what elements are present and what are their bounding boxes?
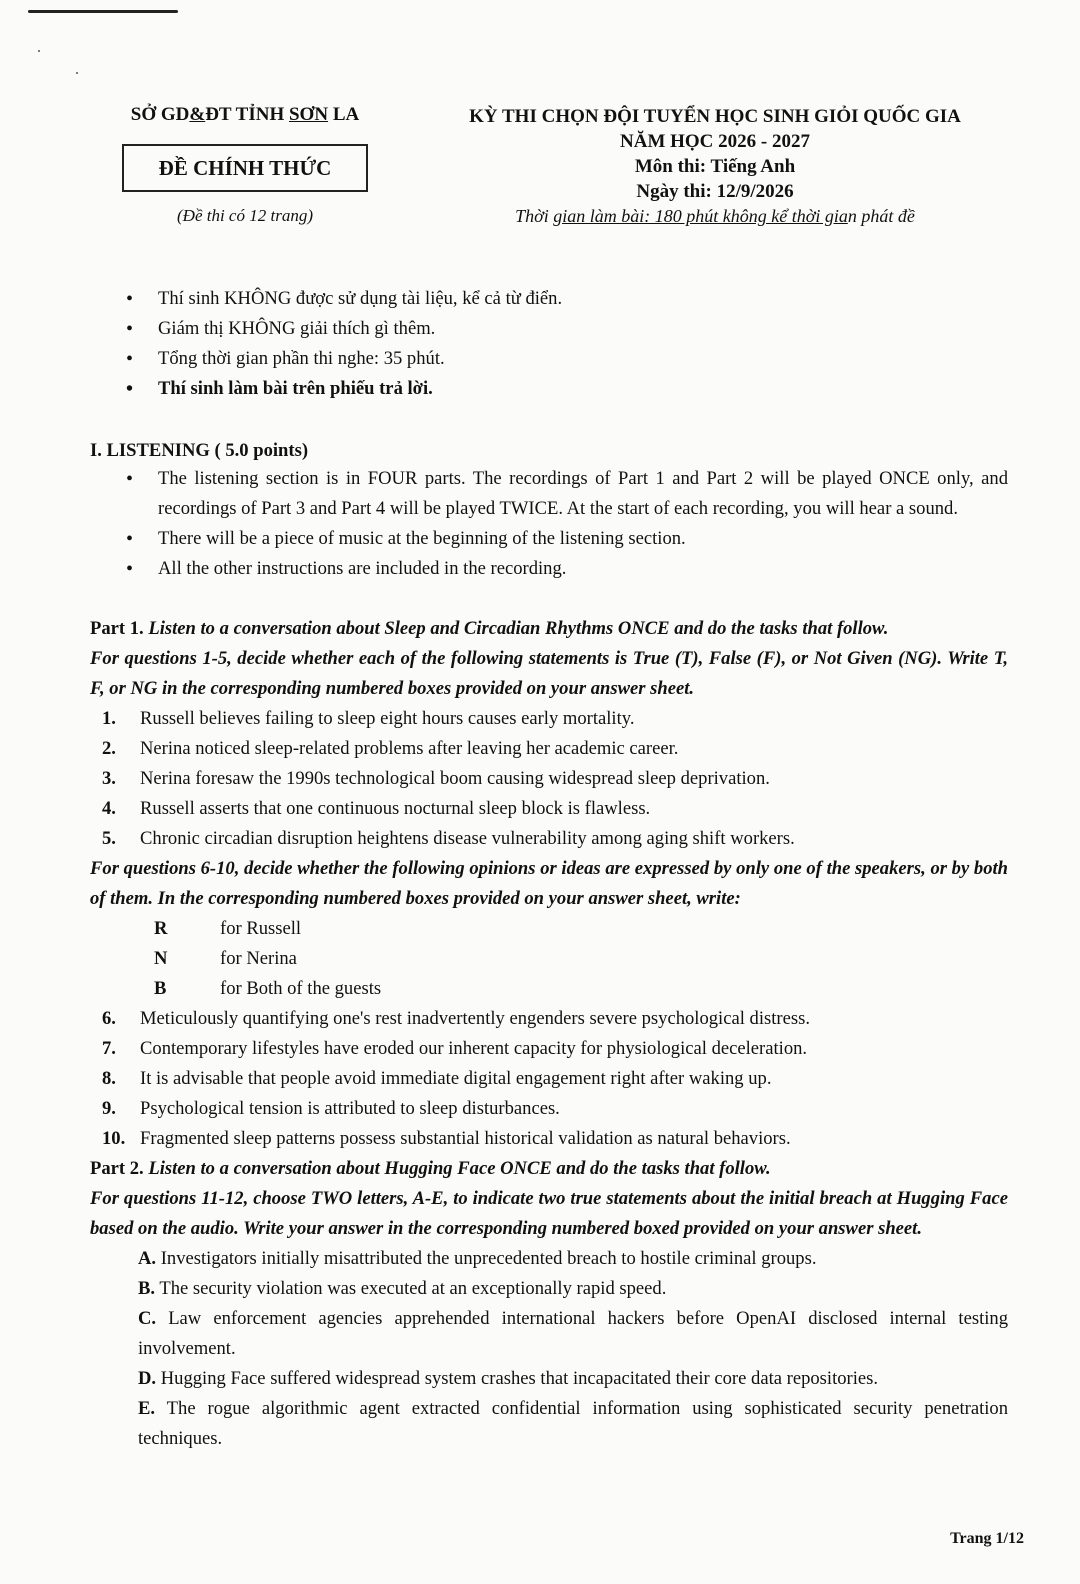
part1-questions-b — [90, 1004, 1008, 1154]
rule-item: • Thí sinh làm bài trên phiếu trả lời. — [126, 374, 986, 404]
question-item: 2. Nerina noticed sleep-related problems after leaving her academic career. — [102, 738, 679, 759]
question-item: 10. Fragmented sleep patterns possess substantial historical validation as natural behaviors. — [102, 1128, 791, 1149]
page-number: Trang 1/12 — [950, 1530, 1024, 1547]
exam-title: KỲ THI CHỌN ĐỘI TUYỂN HỌC SINH GIỎI QUỐC GIA — [469, 106, 961, 127]
speaker-key-row: N for Nerina — [154, 948, 297, 969]
header-right — [420, 104, 1010, 229]
question-item: 1. Russell believes failing to sleep eight hours causes early mortality. — [102, 708, 635, 729]
exam-date: Ngày thi: 12/9/2026 — [636, 181, 794, 202]
part1-questions-a — [90, 704, 1008, 854]
instruction-item: • All the other instructions are included in the recording. — [126, 554, 1008, 584]
department-name: SỞ GD&ĐT TỈNH SƠN LA — [130, 104, 360, 125]
answer-option: A. Investigators initially misattributed the unprecedented breach to hostile criminal groups. — [138, 1248, 817, 1269]
exam-duration: Thời gian làm bài: 180 phút không kể thời gian phát đề — [515, 206, 915, 226]
answer-option: B. The security violation was executed at an exceptionally rapid speed. — [138, 1278, 667, 1299]
scan-speck — [76, 72, 78, 74]
scan-speck — [38, 50, 40, 52]
answer-option: C. Law enforcement agencies apprehended international hackers before OpenAI disclosed internal testing involvement. — [138, 1308, 1008, 1359]
rule-item: • Thí sinh KHÔNG được sử dụng tài liệu, kể cả từ điển. — [126, 284, 986, 314]
question-item: 4. Russell asserts that one continuous nocturnal sleep block is flawless. — [102, 798, 651, 819]
speaker-key-row: B for Both of the guests — [154, 978, 382, 999]
pages-note: (Đề thi có 12 trang) — [177, 206, 313, 225]
section-heading-listening: I. LISTENING ( 5.0 points) — [90, 440, 309, 461]
rule-item: • Tổng thời gian phần thi nghe: 35 phút. — [126, 344, 986, 374]
question-item: 6. Meticulously quantifying one's rest inadvertently engenders severe psychological distress. — [102, 1008, 810, 1029]
question-item: 7. Contemporary lifestyles have eroded our inherent capacity for physiological deceleration. — [102, 1038, 808, 1059]
instruction-item: • There will be a piece of music at the beginning of the listening section. — [126, 524, 1008, 554]
part2-instruction: For questions 11-12, choose TWO letters, A-E, to indicate two true statements about the initial breach at Hugging Face based on the audio. Write your answer in the corresponding numbered boxed provided on your answer sheet. — [90, 1188, 1008, 1239]
exam-subject: Môn thi: Tiếng Anh — [634, 156, 796, 177]
rule-item: • Giám thị KHÔNG giải thích gì thêm. — [126, 314, 986, 344]
part1-block — [90, 614, 1008, 1454]
listening-instructions-list — [126, 464, 1008, 584]
exam-rules-list — [126, 284, 986, 404]
part2-options — [90, 1244, 1008, 1454]
official-exam-box: ĐỀ CHÍNH THỨC — [122, 144, 368, 192]
school-year: NĂM HỌC 2026 - 2027 — [620, 131, 810, 152]
answer-option: E. The rogue algorithmic agent extracted confidential information using sophisticated security penetration techniques. — [138, 1398, 1008, 1449]
part1-instruction-b: For questions 6-10, decide whether the following opinions or ideas are expressed by only one of the speakers, or by both of them. In the corresponding numbered boxes provided on your answer sheet, write: — [90, 858, 1008, 909]
question-item: 5. Chronic circadian disruption heightens disease vulnerability among aging shift workers. — [102, 828, 795, 849]
part1-title: Part 1. Listen to a conversation about Sleep and Circadian Rhythms ONCE and do the tasks that follow. — [90, 618, 889, 639]
part2-title: Part 2. Listen to a conversation about Hugging Face ONCE and do the tasks that follow. — [90, 1158, 771, 1179]
speaker-key — [90, 914, 1008, 1004]
speaker-key-row: R for Russell — [154, 918, 302, 939]
question-item: 3. Nerina foresaw the 1990s technological boom causing widespread sleep deprivation. — [102, 768, 770, 789]
question-item: 8. It is advisable that people avoid immediate digital engagement right after waking up. — [102, 1068, 772, 1089]
scan-mark — [28, 10, 178, 13]
answer-option: D. Hugging Face suffered widespread system crashes that incapacitated their core data repositories. — [138, 1368, 879, 1389]
instruction-item: • The listening section is in FOUR parts. The recordings of Part 1 and Part 2 will be played ONCE only, and recordings of Part 3 and Part 4 will be played TWICE. At the start of each recording, you will hear a sound. — [126, 464, 1008, 524]
header-left — [100, 104, 390, 226]
part1-instruction-a: For questions 1-5, decide whether each of the following statements is True (T), False (F), or Not Given (NG). Write T, F, or NG in the corresponding numbered boxes provided on your answer sheet. — [90, 648, 1008, 699]
question-item: 9. Psychological tension is attributed to sleep disturbances. — [102, 1098, 560, 1119]
